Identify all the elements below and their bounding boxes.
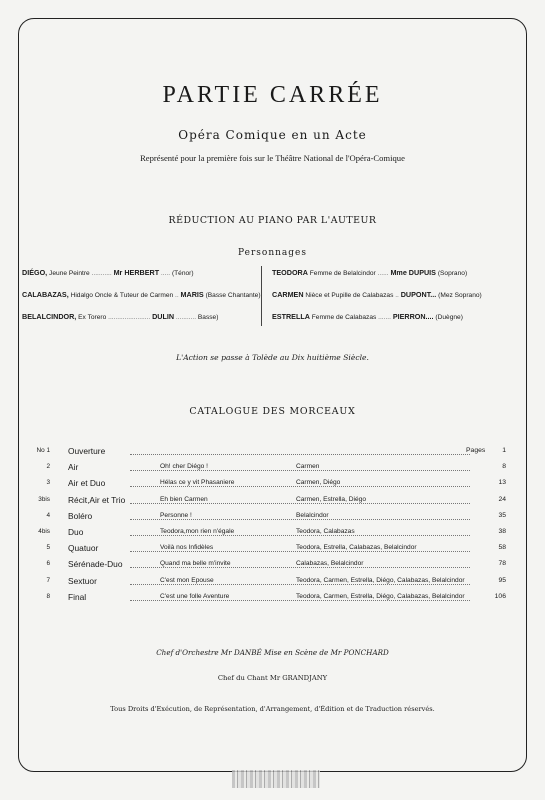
personnages-heading: Personnages: [238, 248, 307, 258]
leader-dots: .....: [159, 270, 171, 277]
morceau-incipit: Teodora,mon rien n'égale: [160, 528, 235, 535]
morceau-number: 3: [46, 479, 50, 487]
morceau-number: No 1: [36, 447, 50, 454]
morceau-characters: Carmen, Estrella, Diégo: [296, 495, 366, 503]
chef-orchestre: Chef d'Orchestre Mr DANBÉ Mise en Scène de Mr PONCHARD: [156, 648, 389, 657]
morceau-row: [0, 446, 545, 459]
character-role: Nièce et Pupille de Calabazas: [305, 292, 394, 299]
leader-dots: ...........: [91, 270, 112, 277]
leader-line: [130, 486, 470, 487]
morceau-row: [0, 527, 545, 540]
morceau-characters: Teodora, Estrella, Calabazas, Belalcindor: [296, 544, 417, 552]
morceau-title: Sextuor: [68, 575, 97, 586]
character-name: CARMEN: [272, 290, 304, 299]
catalogue-heading: CATALOGUE DES MORCEAUX: [189, 406, 356, 417]
morceau-number: 5: [46, 544, 50, 552]
morceau-number: 8: [46, 592, 50, 600]
morceau-title: Ouverture: [68, 446, 106, 456]
morceau-page: 1: [502, 447, 506, 454]
action-setting: L'Action se passe à Tolède au Dix huitième Siècle.: [176, 353, 369, 362]
character-name: DIÉGO,: [22, 268, 48, 277]
character-role: Ex Torero: [78, 314, 107, 321]
morceau-title: Air et Duo: [68, 478, 106, 489]
character-role: Jeune Peintre: [49, 270, 90, 277]
opera-subtitle: Opéra Comique en un Acte: [178, 128, 367, 142]
morceau-number: 4: [46, 511, 50, 519]
morceau-characters: Teodora, Carmen, Estrella, Diégo, Calabazas, Belalcindor: [296, 576, 465, 584]
morceau-incipit: C'est une folle Aventure: [160, 592, 230, 600]
morceau-characters: Carmen, Diégo: [296, 479, 341, 487]
voice-type: Basse): [197, 314, 219, 321]
singer-name: PIERRON....: [392, 312, 434, 321]
morceau-number: 4bis: [38, 528, 50, 535]
morceau-incipit: Voilà nos Infidèles: [160, 544, 214, 552]
morceau-number: 6: [46, 560, 50, 568]
character-role: Femme de Belalcindor: [309, 270, 376, 277]
morceau-row: [0, 559, 545, 572]
morceau-characters: Belalcindor: [296, 511, 329, 519]
cast-row-right: [272, 312, 463, 321]
cast-row-right: [272, 290, 482, 299]
morceau-incipit: Personne !: [160, 511, 192, 519]
chef-chant: Chef du Chant Mr GRANDJANY: [217, 674, 328, 682]
morceau-page: 58: [498, 544, 506, 552]
singer-name: DULIN: [152, 312, 175, 321]
morceau-row: [0, 495, 545, 508]
character-role: Femme de Calabazas: [311, 314, 377, 321]
singer-name: Mr HERBERT: [113, 268, 160, 277]
morceau-page: 13: [498, 479, 506, 487]
voice-type: (Soprano): [437, 270, 468, 277]
morceau-characters: Calabazas, Belalcindor: [296, 560, 364, 568]
morceau-incipit: Hélas ce y vit Phasaniere: [160, 479, 235, 487]
morceau-row: [0, 576, 545, 589]
morceau-title: Final: [68, 591, 87, 602]
singer-name: DUPONT...: [400, 290, 437, 299]
cast-divider: [261, 266, 262, 326]
opera-title: PARTIE CARRÉE: [162, 82, 383, 108]
morceau-page: 8: [502, 463, 506, 471]
morceau-characters: Carmen: [296, 463, 320, 471]
cast-row-left: [22, 312, 218, 321]
morceau-row: [0, 592, 545, 605]
voice-type: (Duègne): [435, 314, 463, 321]
cast-row-right: [272, 268, 467, 277]
leader-line: [130, 600, 470, 601]
cast-row-left: [22, 290, 261, 299]
morceau-title: Quatuor: [68, 543, 99, 554]
character-name: ESTRELLA: [272, 312, 310, 321]
morceau-number: 3bis: [38, 495, 50, 503]
cast-row-left: [22, 268, 194, 277]
leader-line: [130, 567, 470, 568]
morceau-title: Duo: [68, 527, 84, 537]
morceau-title: Sérénade-Duo: [68, 559, 123, 570]
morceau-page: 78: [498, 560, 506, 568]
character-name: CALABAZAS,: [22, 290, 69, 299]
leader-dots: ...........: [174, 314, 197, 321]
leader-dots: ..: [175, 292, 179, 299]
character-name: BELALCINDOR,: [22, 312, 77, 321]
morceau-incipit: C'est mon Epouse: [160, 576, 214, 584]
leader-dots: ..: [395, 292, 399, 299]
morceau-row: [0, 462, 545, 475]
morceau-row: [0, 478, 545, 491]
morceau-page: 38: [498, 528, 506, 535]
morceau-incipit: Eh bien Carmen: [160, 495, 208, 503]
voice-type: (Mez Soprano): [438, 292, 482, 299]
morceau-page: 95: [498, 576, 506, 584]
voice-type: (Basse Chantante): [205, 292, 261, 299]
morceau-number: 7: [46, 576, 50, 584]
leader-line: [130, 535, 470, 536]
morceau-page: 24: [498, 495, 506, 503]
morceau-characters: Teodora, Calabazas: [296, 528, 355, 535]
morceau-characters: Teodora, Carmen, Estrella, Diégo, Calabazas, Belalcindor: [296, 592, 465, 600]
morceau-row: [0, 543, 545, 556]
morceau-row: [0, 511, 545, 524]
leader-dots: ......: [377, 270, 389, 277]
singer-name: MARIS: [180, 290, 204, 299]
morceau-page: 106: [494, 592, 506, 600]
leader-dots: .......................: [108, 314, 151, 321]
character-name: TEODORA: [272, 268, 308, 277]
library-stamp: [232, 770, 320, 788]
leader-line: [130, 454, 470, 455]
singer-name: Mme DUPUIS: [390, 268, 436, 277]
morceau-incipit: Oh! cher Diégo !: [160, 463, 209, 471]
morceau-incipit: Quand ma belle m'invite: [160, 560, 231, 568]
morceau-title: Récit,Air et Trio: [68, 494, 126, 505]
leader-line: [130, 503, 470, 504]
reduction-note: RÉDUCTION AU PIANO PAR L'AUTEUR: [168, 215, 377, 226]
morceau-page: 35: [498, 511, 506, 519]
voice-type: (Ténor): [171, 270, 194, 277]
leader-line: [130, 551, 470, 552]
pages-label: Pages: [466, 447, 486, 454]
character-role: Hidalgo Oncle & Tuteur de Carmen: [70, 292, 174, 299]
premiere-note: Représenté pour la première fois sur le Théâtre National de l'Opéra-Comique: [140, 153, 405, 163]
leader-line: [130, 519, 470, 520]
morceau-title: Boléro: [68, 510, 93, 521]
morceau-title: Air: [68, 462, 79, 473]
morceau-number: 2: [46, 463, 50, 471]
leader-line: [130, 584, 470, 585]
rights-notice: Tous Droits d'Exécution, de Représentation, d'Arrangement, d'Édition et de Traduction réservés.: [110, 705, 435, 713]
leader-dots: .......: [378, 314, 391, 321]
leader-line: [130, 470, 470, 471]
